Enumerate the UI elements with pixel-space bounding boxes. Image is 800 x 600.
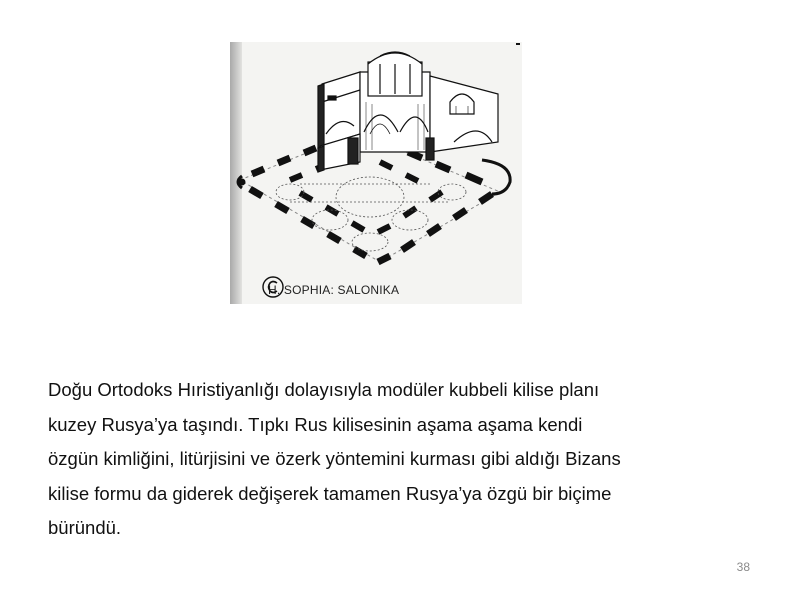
body-line: kilise formu da giderek değişerek tamamen Rusya’ya özgü bir biçime [48,482,612,504]
page-number: 38 [736,560,750,574]
figure-caption-text: H. SOPHIA: SALONIKA [268,283,400,297]
figure-caption [262,276,399,304]
body-line: özgün kimliğini, litürjisini ve özerk yöntemini kurması gibi aldığı Bizans [48,448,621,469]
body-line: kuzey Rusya’ya taşındı. Tıpkı Rus kilisesinin aşama aşama kendi [48,413,583,435]
body-paragraph [48,373,758,546]
body-line: büründü. [48,517,122,538]
copyright-c-icon [262,276,284,298]
church-plan-drawing [230,42,522,304]
body-line: Doğu Ortodoks Hıristiyanlığı dolayısıyla modüler kubbeli kilise planı [48,379,600,400]
church-axonometric-figure [230,42,522,304]
